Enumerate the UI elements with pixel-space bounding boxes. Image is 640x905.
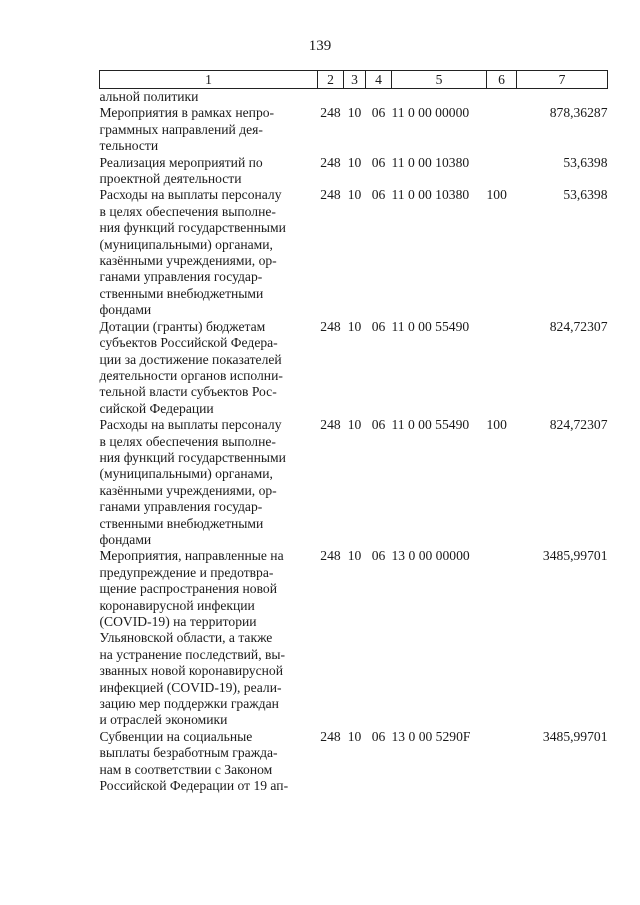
header-col-7: 7: [517, 71, 608, 89]
cell-expense-type: [487, 105, 517, 154]
description-line: ственными внебюджетными: [99, 285, 264, 301]
description-line: Субвенции на социальные: [99, 728, 253, 744]
description-line: Расходы на выплаты персоналу: [99, 187, 282, 203]
description-line: званных новой коронавирусной: [99, 663, 283, 679]
budget-table: [99, 70, 608, 794]
description-line: фондами: [99, 531, 152, 547]
row-description: [100, 105, 318, 154]
cell-subsection: 06: [371, 154, 386, 170]
description-line: инфекцией (COVID-19), реали-: [99, 679, 282, 695]
cell-amount: 824,72307: [549, 318, 608, 334]
header-col-3: 3: [344, 71, 366, 89]
description-line: проектной деятельности: [99, 171, 242, 187]
cell-expense-type: [487, 319, 517, 417]
description-line: деятельности органов исполни-: [99, 367, 283, 383]
cell-subsection: [366, 89, 392, 106]
row-description: [100, 729, 318, 795]
cell-target-article: 11 0 00 10380: [391, 187, 470, 203]
description-line: ния функций государственными: [99, 220, 286, 236]
table-row: [100, 548, 608, 728]
description-line: тельности: [99, 138, 159, 154]
row-description: [100, 319, 318, 417]
description-line: альной политики: [99, 89, 199, 104]
cell-ministry-code: 248: [320, 728, 341, 744]
description-line: и отраслей экономики: [99, 712, 228, 728]
cell-amount: 53,6398: [563, 154, 608, 170]
description-line: в целях обеспечения выполне-: [99, 203, 276, 219]
description-line: ственными внебюджетными: [99, 515, 264, 531]
table-header: [100, 71, 608, 89]
cell-subsection: 06: [371, 417, 386, 433]
description-line: на устранение последствий, вы-: [99, 646, 286, 662]
cell-expense-type: [487, 89, 517, 106]
cell-expense-type: 100: [486, 417, 507, 433]
cell-target-article: 13 0 00 5290F: [391, 728, 471, 744]
cell-ministry-code: 248: [320, 417, 341, 433]
cell-amount: [517, 89, 608, 106]
table-row: [100, 319, 608, 417]
table-row: [100, 729, 608, 795]
description-line: граммных направлений дея-: [99, 121, 263, 137]
cell-subsection: 06: [371, 548, 386, 564]
cell-amount: 824,72307: [549, 417, 608, 433]
cell-amount: 3485,99701: [542, 548, 608, 564]
description-line: Мероприятия в рамках непро-: [99, 105, 275, 121]
cell-ministry-code: [318, 89, 344, 106]
cell-amount: 3485,99701: [542, 728, 608, 744]
row-description: [100, 548, 318, 728]
cell-target-article: 11 0 00 00000: [391, 105, 470, 121]
description-line: субъектов Российской Федера-: [99, 335, 278, 351]
cell-ministry-code: 248: [320, 154, 341, 170]
cell-target-article: 11 0 00 10380: [391, 154, 470, 170]
cell-ministry-code: 248: [320, 548, 341, 564]
cell-ministry-code: 248: [320, 105, 341, 121]
header-col-6: 6: [487, 71, 517, 89]
description-line: ганами управления государ-: [99, 269, 263, 285]
description-line: Расходы на выплаты персоналу: [99, 417, 282, 433]
description-line: ганами управления государ-: [99, 499, 263, 515]
cell-expense-type: [487, 548, 517, 728]
header-col-2: 2: [318, 71, 344, 89]
row-description: [100, 187, 318, 318]
cell-subsection: 06: [371, 187, 386, 203]
cell-section: [344, 89, 366, 106]
cell-section: 10: [347, 187, 362, 203]
cell-section: 10: [347, 105, 362, 121]
cell-expense-type: [487, 155, 517, 188]
description-line: (муниципальными) органами,: [99, 236, 273, 252]
cell-ministry-code: 248: [320, 318, 341, 334]
cell-amount: 878,36287: [549, 105, 608, 121]
description-line: Ульяновской области, а также: [99, 630, 273, 646]
cell-section: 10: [347, 548, 362, 564]
cell-target-article: 11 0 00 55490: [391, 318, 470, 334]
row-description: [100, 155, 318, 188]
cell-section: 10: [347, 154, 362, 170]
cell-subsection: 06: [371, 318, 386, 334]
description-line: Реализация мероприятий по: [99, 154, 263, 170]
description-line: казёнными учреждениями, ор-: [99, 482, 277, 498]
cell-section: 10: [347, 318, 362, 334]
table-row: [100, 417, 608, 548]
cell-target-article: 13 0 00 00000: [391, 548, 470, 564]
cell-ministry-code: 248: [320, 187, 341, 203]
table-body: [100, 89, 608, 795]
description-line: Мероприятия, направленные на: [99, 548, 284, 564]
header-col-1: 1: [100, 71, 318, 89]
description-line: ции за достижение показателей: [99, 351, 282, 367]
cell-section: 10: [347, 417, 362, 433]
cell-amount: 53,6398: [563, 187, 608, 203]
cell-expense-type: 100: [486, 187, 507, 203]
description-line: коронавирусной инфекции: [99, 597, 255, 613]
table-row: [100, 105, 608, 154]
page-number: 139: [308, 38, 332, 54]
description-line: в целях обеспечения выполне-: [99, 433, 276, 449]
table-row: [100, 89, 608, 106]
description-line: зацию мер поддержки граждан: [99, 696, 279, 712]
description-line: тельной власти субъектов Рос-: [99, 384, 277, 400]
cell-target-article: [392, 89, 487, 106]
header-col-4: 4: [366, 71, 392, 89]
cell-subsection: 06: [371, 728, 386, 744]
description-line: (COVID-19) на территории: [99, 614, 257, 629]
description-line: нам в соответствии с Законом: [99, 761, 273, 777]
cell-subsection: 06: [371, 105, 386, 121]
table-row: [100, 187, 608, 318]
cell-section: 10: [347, 728, 362, 744]
description-line: казёнными учреждениями, ор-: [99, 253, 277, 269]
cell-expense-type: [487, 729, 517, 795]
description-line: щение распространения новой: [99, 581, 278, 597]
cell-target-article: 11 0 00 55490: [391, 417, 470, 433]
description-line: ния функций государственными: [99, 449, 286, 465]
description-line: предупреждение и предотвра-: [99, 564, 274, 580]
description-line: (муниципальными) органами,: [99, 466, 273, 482]
description-line: фондами: [99, 302, 152, 318]
table-row: [100, 155, 608, 188]
description-line: Дотации (гранты) бюджетам: [99, 318, 266, 334]
description-line: выплаты безработным гражда-: [99, 745, 278, 761]
row-description: [100, 417, 318, 548]
row-description: [100, 89, 318, 106]
description-line: Российской Федерации от 19 ап-: [99, 778, 289, 794]
header-col-5: 5: [392, 71, 487, 89]
description-line: сийской Федерации: [99, 400, 214, 416]
